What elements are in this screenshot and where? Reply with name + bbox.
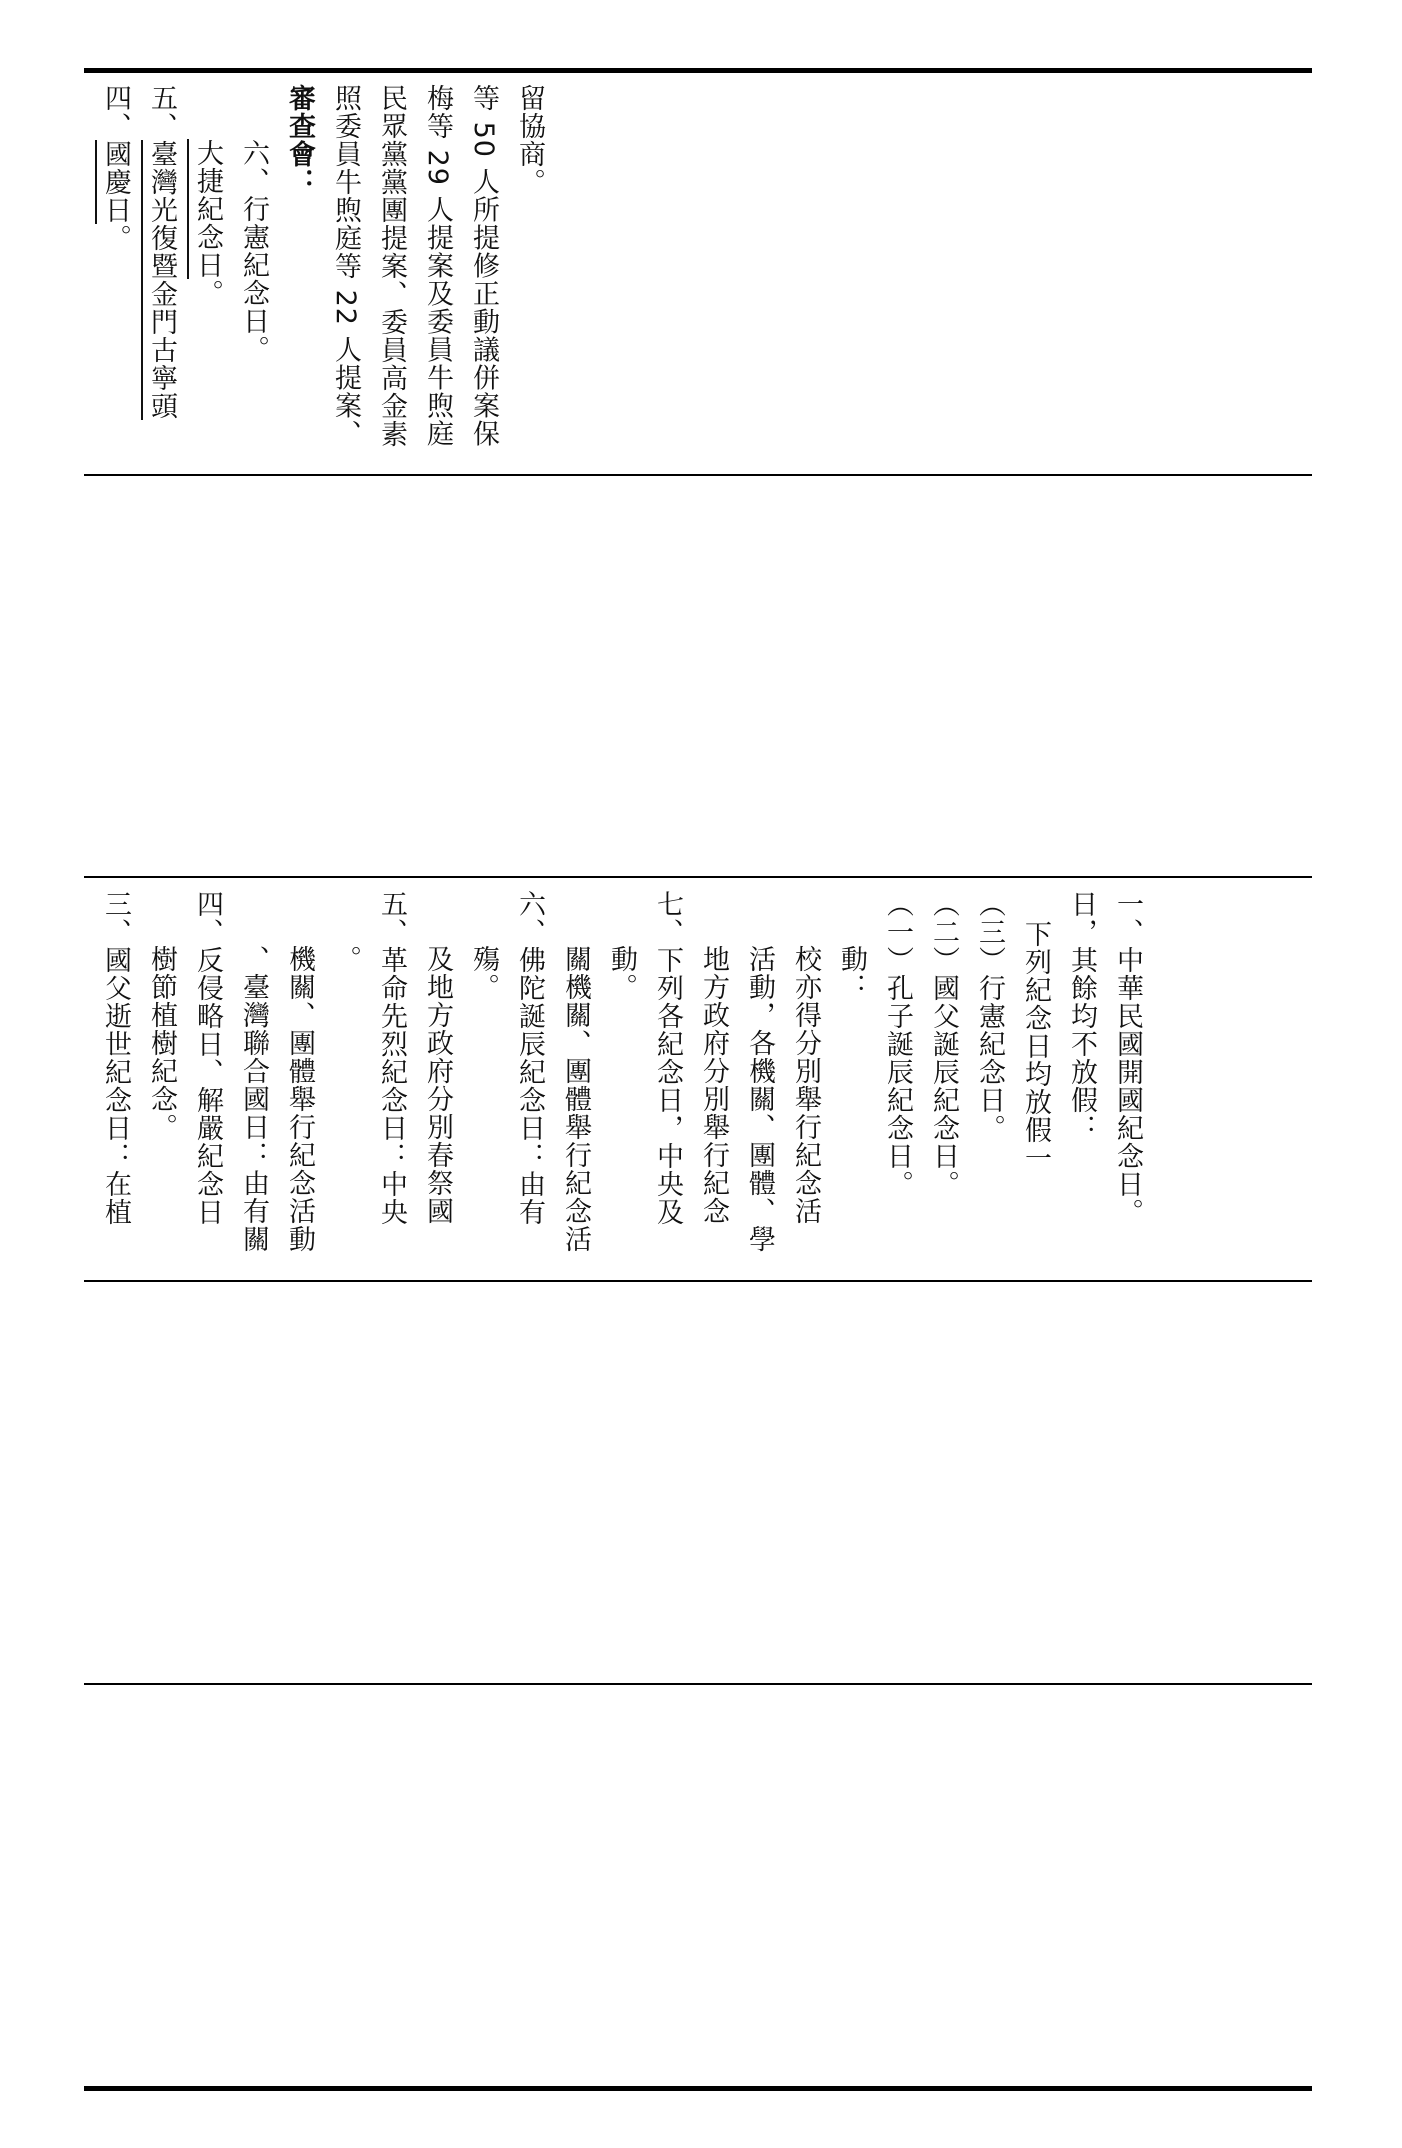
text-line: 地方政府分別舉行紀念: [698, 945, 729, 1225]
text-line: [236, 84, 270, 472]
text-line: [374, 84, 408, 472]
text-line: 活動，各機關、團體、學: [744, 945, 775, 1253]
text-line: [98, 84, 132, 472]
line-text: 照委員牛煦庭等 22 人提案、: [330, 84, 361, 448]
text-line: [328, 84, 362, 472]
text-line: 一、中華民國開國紀念日。: [1112, 890, 1143, 1226]
text-line: [512, 84, 546, 472]
text-line: [190, 84, 224, 472]
bottom-rule: [84, 2086, 1312, 2091]
text-line: （二）國父誕辰紀念日。: [928, 890, 959, 1198]
text-line: 日，其餘均不放假：: [1066, 890, 1097, 1142]
line-text: 。: [192, 279, 223, 307]
line-text: 梅等 29 人提案及委員牛煦庭: [422, 84, 453, 448]
text-line: 、臺灣聯合國日：由有關: [238, 945, 269, 1253]
text-line: （一）孔子誕辰紀念日。: [882, 890, 913, 1198]
text-line: 機關、團體舉行紀念活動: [284, 945, 315, 1253]
line-text: 留協商。: [514, 84, 545, 196]
item-number: 五、: [146, 84, 177, 140]
text-line: 四、反侵略日、解嚴紀念日: [192, 890, 223, 1226]
text-line: 殤。: [468, 945, 499, 1001]
item-number: 四、: [100, 84, 131, 140]
underlined-text: 國慶日: [100, 140, 131, 224]
line-text: 。: [100, 224, 131, 252]
text-line: [420, 84, 454, 472]
item-number: 六、: [238, 139, 269, 195]
text-line: 三、國父逝世紀念日：在植: [100, 890, 131, 1226]
underlined-text: 大捷紀念日: [192, 139, 223, 279]
text-line: 樹節植樹紀念。: [146, 945, 177, 1141]
line-text: 等 50 人所提修正動議併案保: [468, 84, 499, 448]
line-text: 民眾黨黨團提案、委員高金素: [376, 84, 407, 448]
text-line: 動。: [606, 945, 637, 1001]
text-line: 下列紀念日均放假一: [1020, 920, 1051, 1172]
band-divider-4: [84, 1683, 1312, 1685]
line-text: 行憲紀念日。: [238, 195, 269, 363]
band-divider-1: [84, 474, 1312, 476]
text-line: [144, 84, 178, 472]
text-line: 六、佛陀誕辰紀念日：由有: [514, 890, 545, 1226]
text-line: 。: [330, 945, 361, 973]
band-divider-3: [84, 1280, 1312, 1282]
text-line: [466, 84, 500, 472]
text-line: 校亦得分別舉行紀念活: [790, 945, 821, 1225]
text-line: 七、下列各紀念日，中央及: [652, 890, 683, 1226]
top-rule: [84, 68, 1312, 73]
text-band-2: [84, 890, 1326, 1270]
text-line: （三）行憲紀念日。: [974, 890, 1005, 1142]
text-band-1: [84, 84, 1326, 472]
text-line: 五、革命先烈紀念日：中央: [376, 890, 407, 1226]
text-line: 及地方政府分別春祭國: [422, 945, 453, 1225]
text-line: 動：: [836, 945, 867, 1001]
text-line: [282, 84, 316, 472]
band-divider-2: [84, 876, 1312, 878]
underlined-text: 臺灣光復暨金門古寧頭: [146, 140, 177, 420]
line-text: 審查會：: [284, 84, 315, 196]
text-line: 關機關、團體舉行紀念活: [560, 945, 591, 1253]
